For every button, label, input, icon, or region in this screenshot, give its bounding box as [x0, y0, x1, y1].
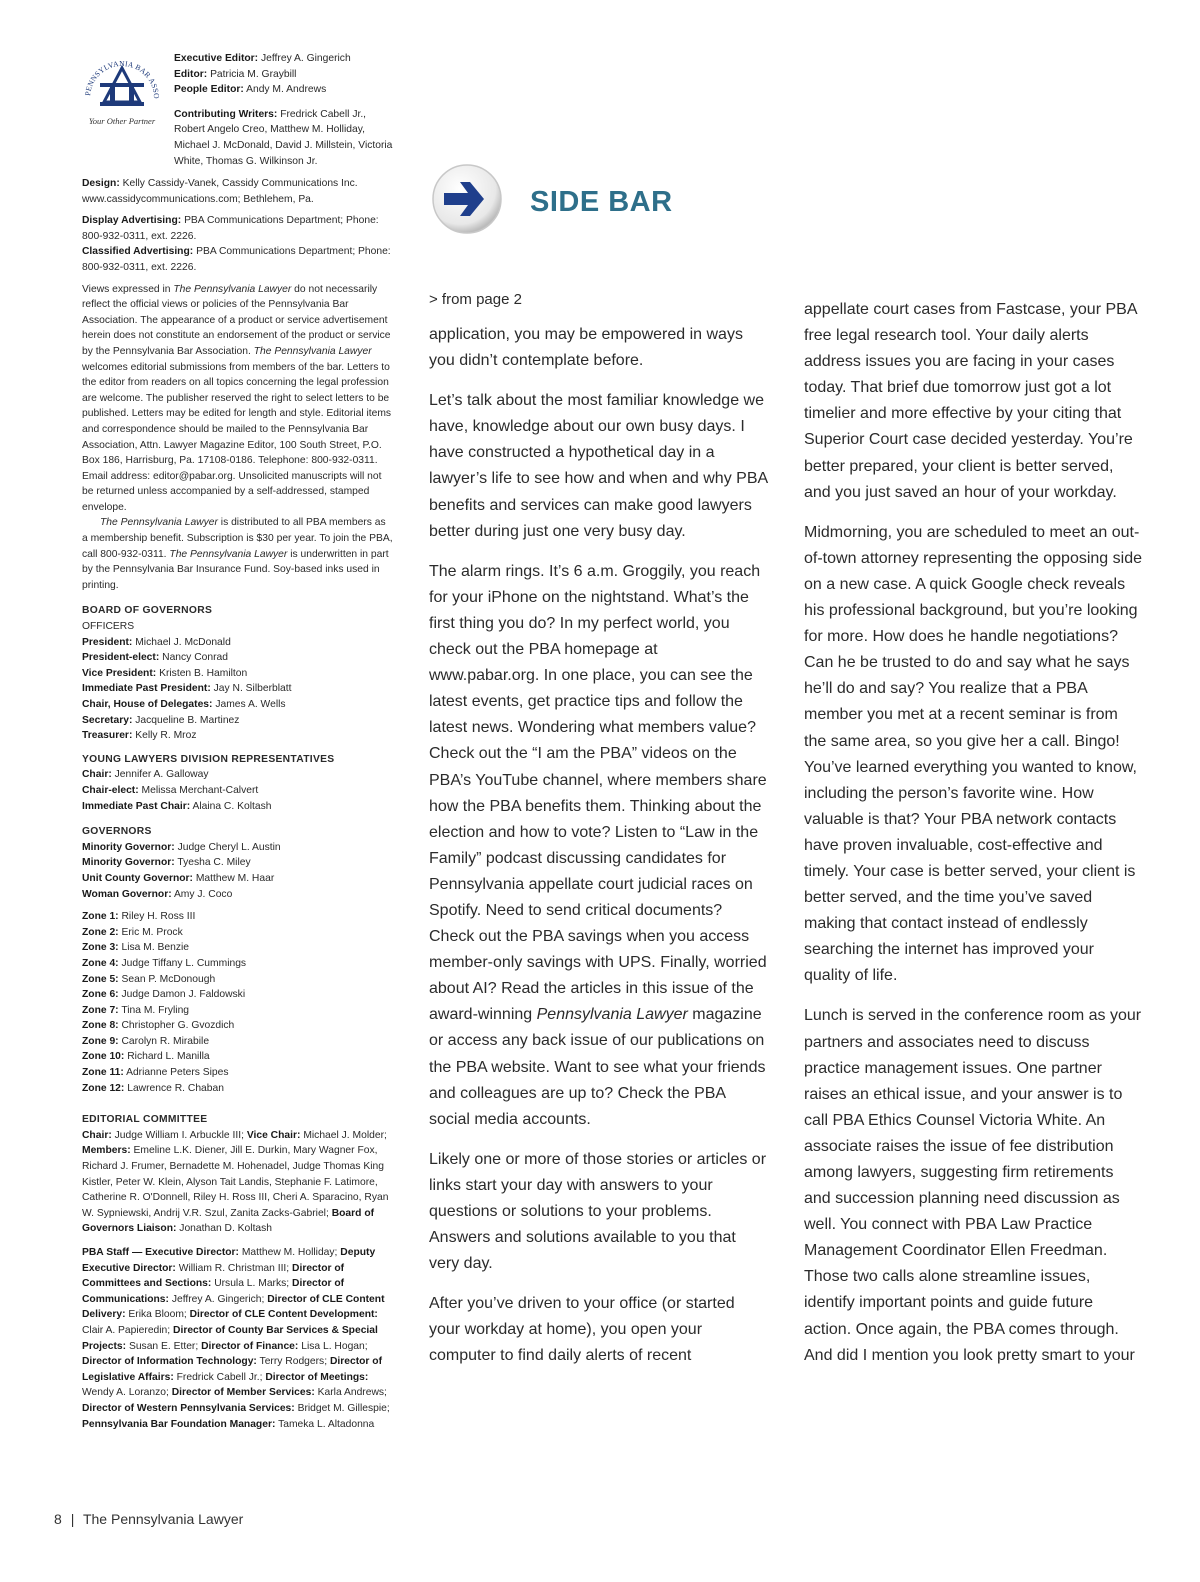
zone-entry-value: Carolyn R. Mirabile	[121, 1035, 210, 1047]
editorial-committee-heading: EDITORIAL COMMITTEE	[82, 1114, 208, 1126]
staff-entry-value: Karla Andrews;	[317, 1387, 387, 1399]
classified-ad-label: Classified Advertising:	[82, 246, 194, 258]
staff-entry-value: Terry Rodgers;	[259, 1356, 330, 1368]
display-ad-label: Display Advertising:	[82, 215, 182, 227]
exec-editor-value: Jeffrey A. Gingerich	[261, 53, 351, 64]
officers-heading: OFFICERS	[82, 621, 135, 633]
officer-entry	[82, 697, 394, 713]
yld-entry	[82, 799, 394, 815]
officer-entry	[82, 635, 394, 651]
staff-entry-value: Susan E. Etter;	[128, 1340, 202, 1352]
officer-entry-label: Secretary:	[82, 714, 133, 726]
zone-entry	[82, 972, 394, 988]
zone-entry-value: Lisa M. Benzie	[121, 942, 190, 954]
editorial-committee	[82, 1128, 394, 1237]
article-paragraph: application, you may be empowered in ways you didn’t contemplate before.	[429, 326, 743, 370]
zone-entry-value: Sean P. McDonough	[121, 973, 216, 985]
governor-entry	[82, 855, 394, 871]
yld-entry-label: Chair-elect:	[82, 784, 139, 796]
yld-entry	[82, 783, 394, 799]
governors-list	[82, 840, 394, 902]
publication-name: The Pennsylvania Lawyer	[253, 345, 372, 357]
editor-label: Editor:	[174, 68, 208, 80]
yld-heading: YOUNG LAWYERS DIVISION REPRESENTATIVES	[82, 753, 335, 765]
officer-entry-label: Treasurer:	[82, 730, 133, 742]
zone-entry	[82, 925, 394, 941]
members-value: Emeline L.K. Diener, Jill E. Durkin, Mary Wagner Fox, Richard J. Frumer, Bernadette M. Hohenadel, Judge Thomas King Kistler, Peter W. Klein, Alyson Tait Landis, Stephanie F. Latimore, Catherine R. O'Donnell, Riley H. Ross III, Cheri A. Sparacino, Ryan W. Sypniewski, Andrij V.R. Szul, Zanita Zacks-Gabriel;	[82, 1145, 389, 1219]
staff-entry	[172, 1387, 387, 1398]
article-paragraph: appellate court cases from Fastcase, your PBA free legal research tool. Your daily alerts address issues you are facing in your cases today. That brief due tomorrow just got a lot timelier and more effective by your citing that Superior Court case decided yesterday. You’re better prepared, your client is better served, and you just saved an hour of your workday.	[804, 301, 1137, 501]
zone-entry-value: Christopher G. Gvozdich	[121, 1020, 235, 1032]
governors-heading: GOVERNORS	[82, 826, 152, 838]
subscription-text: is distributed to all PBA members as a membership benefit. Subscription is $30 per year. To join the PBA, call 800-932-0311.	[82, 517, 393, 560]
zone-entry	[82, 1018, 394, 1034]
zone-entry	[82, 940, 394, 956]
officer-entry	[82, 666, 394, 682]
yld-entry-value: Melissa Merchant-Calvert	[141, 784, 259, 796]
governor-entry-label: Minority Governor:	[82, 841, 175, 853]
officer-entry	[82, 681, 394, 697]
staff-entry-label: Director of Member Services:	[171, 1387, 315, 1399]
logo-arc-text: PENNSYLVANIA BAR ASSO	[83, 58, 162, 100]
staff-entry-value: Matthew M. Holliday;	[241, 1247, 341, 1258]
officer-entry	[82, 728, 394, 744]
article-paragraph: After you’ve driven to your office (or started your workday at home), you open your computer to find daily alerts of recent	[429, 1295, 735, 1365]
subscription-info	[82, 515, 394, 593]
section-title: SIDE BAR	[530, 186, 673, 218]
officer-entry-label: President:	[82, 636, 133, 648]
staff-entry	[201, 1341, 368, 1352]
officers-list	[82, 635, 394, 744]
liaison-label: Board of Governors Liaison:	[82, 1207, 375, 1235]
officer-entry	[82, 713, 394, 729]
zone-entry-label: Zone 8:	[82, 1020, 119, 1032]
staff-entry-label: Director of County Bar Services & Special Projects:	[82, 1324, 378, 1352]
editor-value: Patricia M. Graybill	[210, 68, 297, 80]
staff-entry-value: Lisa L. Hogan;	[301, 1340, 368, 1352]
zone-entry	[82, 956, 394, 972]
page-footer	[54, 1511, 243, 1527]
zone-entry-value: Riley H. Ross III	[121, 911, 196, 923]
disclaimer	[82, 282, 394, 516]
zone-entry-value: Judge Tiffany L. Cummings	[121, 957, 247, 969]
people-editor-value: Andy M. Andrews	[246, 84, 327, 96]
staff-entry-value: Ursula L. Marks;	[214, 1278, 293, 1290]
zone-entry	[82, 1003, 394, 1019]
yld-entry-value: Alaina C. Koltash	[192, 800, 272, 812]
staff-entry-value: Erika Bloom;	[128, 1309, 190, 1321]
officer-entry-label: Vice President:	[82, 667, 157, 679]
display-ad-value: PBA Communications Department; Phone: 800-932-0311, ext. 2226.	[82, 215, 379, 242]
zone-entry-label: Zone 12:	[82, 1082, 125, 1094]
footer-publication: The Pennsylvania Lawyer	[82, 1511, 244, 1527]
article-paragraph: Lunch is served in the conference room as your partners and associates need to discuss practice management issues. One partner raises an ethical issue, and your answer is to call PBA Ethics Counsel Victoria White. An associate raises the issue of fee distribution among lawyers, suggesting firm retirements and succession planning need discussion as well. You connect with PBA Law Practice Management Coordinator Ellen Freedman. Those two calls alone streamline issues, identify important points and guide future action. Once again, the PBA comes through. And did I mention you look pretty smart to your	[804, 1007, 1142, 1364]
staff-entry-value: William R. Christman III;	[178, 1262, 293, 1274]
officer-entry-value: Kristen B. Hamilton	[159, 667, 248, 679]
design-value: Kelly Cassidy-Vanek, Cassidy Communications Inc. www.cassidycommunications.com; Bethlehem, Pa.	[82, 178, 358, 205]
officer-entry-value: Jacqueline B. Martinez	[135, 714, 240, 726]
staff-entry-value: Wendy A. Loranzo;	[82, 1387, 172, 1399]
people-editor-label: People Editor:	[174, 84, 244, 96]
officer-entry-value: Jay N. Silberblatt	[213, 683, 292, 695]
chair-value: Judge William I. Arbuckle III;	[114, 1129, 247, 1141]
officer-entry-value: Nancy Conrad	[162, 652, 228, 664]
zone-entry-label: Zone 4:	[82, 957, 119, 969]
staff-entry-value: Clair A. Papieredin;	[82, 1324, 174, 1336]
yld-list	[82, 767, 394, 814]
officer-entry-label: Immediate Past President:	[82, 683, 211, 695]
pba-logo-icon	[80, 50, 164, 130]
pba-logo	[80, 50, 164, 130]
officer-entry-value: Michael J. McDonald	[135, 636, 231, 648]
article-paragraph: Midmorning, you are scheduled to meet an out-of-town attorney representing the opposing side on a new case. A quick Google check reveals his professional background, but you’re looking for more. How does he handle negotiations? Can he be trusted to do and say what he says he’ll do and say? You realize that a PBA member you met at a recent seminar is from the same area, so you give her a call. Bingo! You’ve learned everything you wanted to know, including the person’s favorite wine. How valuable is that? Your PBA network contacts have proven invaluable, cost-effective and timely. Your case is better served, your client is better served, and the time you’ve saved making that contact instead of endlessly searching the internet has improved your quality of life.	[804, 523, 1142, 985]
disclaimer-text: do not necessarily reflect the official views or policies of the Pennsylvania Bar Association. The appearance of a product or service advertisement herein does not constitute an endorsement of the product or service by the Pennsylvania Bar Association.	[82, 283, 391, 357]
staff-entry-value: Fredrick Cabell Jr.;	[176, 1371, 266, 1383]
governor-entry	[82, 840, 394, 856]
staff-entry-label: Director of CLE Content Delivery:	[82, 1293, 385, 1321]
staff-entry-label: Director of Finance:	[201, 1340, 299, 1352]
staff-entry	[82, 1356, 330, 1367]
yld-entry-label: Immediate Past Chair:	[82, 800, 191, 812]
footer-separator: |	[70, 1511, 75, 1527]
governor-entry-value: Amy J. Coco	[173, 888, 233, 900]
design-label: Design:	[82, 178, 120, 189]
officer-entry-label: President-elect:	[82, 652, 160, 664]
governor-entry-label: Minority Governor:	[82, 857, 175, 869]
staff-entry	[82, 1403, 390, 1414]
zone-entry-value: Lawrence R. Chaban	[127, 1082, 224, 1094]
classified-ad-value: PBA Communications Department; Phone: 800-932-0311, ext. 2226.	[82, 246, 391, 273]
zone-entry	[82, 1034, 394, 1050]
zone-entry-label: Zone 3:	[82, 942, 119, 954]
svg-text:PENNSYLVANIA BAR ASSOCIATION	[80, 50, 161, 99]
publication-name: The Pennsylvania Lawyer	[173, 283, 292, 295]
staff-entry-label: Director of Communications:	[82, 1278, 345, 1305]
zone-entry	[82, 987, 394, 1003]
zone-entry-label: Zone 10:	[82, 1051, 125, 1063]
article-text: The alarm rings. It’s 6 a.m. Groggily, you reach for your iPhone on the nightstand. What’s the first thing you do? In my perfect world, you check out the PBA homepage at www.pabar.org. In one place, you can see the latest events, get practice tips and follow the latest news. Wondering what members value? Check out the “I am the PBA” videos on the PBA’s YouTube channel, where members share how the PBA benefits them. Thinking about the election and how to vote? Listen to “Law in the Family” podcast discussing candidates for Pennsylvania appellate court judicial races on Spotify. Need to send critical documents? Check out the PBA savings when you access member-only savings with UPS. Finally, worried about AI? Read the articles in this issue of the award-winning	[429, 562, 767, 1024]
zone-entry-label: Zone 11:	[82, 1067, 124, 1079]
governor-entry-value: Tyesha C. Miley	[177, 857, 251, 869]
zone-entry-value: Judge Damon J. Faldowski	[121, 989, 246, 1001]
zone-entry	[82, 1049, 394, 1065]
contributing-writers-label: Contributing Writers:	[174, 108, 278, 120]
staff-entry-label: Director of Legislative Affairs:	[82, 1356, 383, 1383]
publication-name: The Pennsylvania Lawyer	[100, 517, 218, 529]
staff-entry	[82, 1419, 374, 1430]
yld-entry	[82, 767, 394, 783]
contributing-writers-value: Fredrick Cabell Jr., Robert Angelo Creo, Matthew M. Holliday, Michael J. McDonald, David J. Millstein, Victoria White, Thomas G. Wilkinson Jr.	[174, 108, 393, 167]
governor-entry-value: Judge Cheryl L. Austin	[177, 841, 281, 853]
zone-entry	[82, 909, 394, 925]
subscription-text: is underwritten in part by the Pennsylvania Bar Insurance Fund. Soy-based inks used in printing.	[82, 548, 389, 591]
staff-entry-label: Director of Information Technology:	[82, 1356, 257, 1368]
officer-entry-label: Chair, House of Delegates:	[82, 699, 213, 710]
yld-entry-label: Chair:	[82, 769, 112, 781]
zone-entry-label: Zone 2:	[82, 926, 119, 938]
zone-entry-value: Tina M. Fryling	[121, 1004, 190, 1016]
zone-entry-label: Zone 1:	[82, 911, 119, 923]
article-column-1	[429, 322, 769, 1384]
governor-entry-value: Matthew M. Haar	[195, 872, 275, 884]
staff-entry	[82, 1247, 340, 1258]
governor-entry-label: Unit County Governor:	[82, 872, 193, 884]
page-number: 8	[54, 1511, 62, 1527]
article-paragraph: Likely one or more of those stories or articles or links start your day with answers to your questions or solutions to your problems. Answers and solutions available to you that very day.	[429, 1150, 767, 1273]
article-paragraph	[429, 559, 769, 1133]
officer-entry	[82, 650, 394, 666]
article-text: magazine or access any back issue of our publications on the PBA website. Want to see what your friends and colleagues are up to? Check the PBA social media accounts.	[429, 1006, 766, 1128]
magazine-name: Pennsylvania Lawyer	[536, 1006, 688, 1024]
staff-entry-label: Director of CLE Content Development:	[189, 1309, 378, 1321]
board-heading: BOARD OF GOVERNORS	[82, 605, 213, 617]
staff-entry-value: Tameka L. Altadonna	[278, 1418, 375, 1430]
publication-name: The Pennsylvania Lawyer	[169, 548, 288, 560]
staff-entry-label: PBA Staff — Executive Director:	[82, 1247, 239, 1258]
zone-entry-value: Adrianne Peters Sipes	[126, 1067, 229, 1079]
zone-entry	[82, 1065, 394, 1081]
zone-entry-value: Eric M. Prock	[121, 926, 183, 938]
vice-chair-value: Michael J. Molder;	[303, 1129, 387, 1141]
governor-entry	[82, 871, 394, 887]
disclaimer-text: welcomes editorial submissions from members of the bar. Letters to the editor from readers on all topics concerning the legal profession are welcome. The publisher reserved the right to select letters to be published. Letters may be edited for length and style. Editorial items and correspondence should be mailed to the Pennsylvania Bar Association, Attn. Lawyer Magazine Editor, 100 South Street, P.O. Box 186, Harrisburg, Pa. 17108-0186. Telephone: 800-932-0311. Email address: editor@pabar.org. Unsolicited manuscripts will not be returned unless accompanied by a self-addressed, stamped envelope.	[82, 361, 392, 513]
staff-list	[82, 1245, 394, 1432]
chair-label: Chair:	[82, 1129, 112, 1141]
vice-chair-label: Vice Chair:	[246, 1129, 301, 1141]
staff-entry-label: Pennsylvania Bar Foundation Manager:	[82, 1418, 276, 1430]
zone-entry-label: Zone 6:	[82, 989, 119, 1001]
masthead-editors	[174, 51, 396, 177]
staff-entry-label: Deputy Executive Director:	[82, 1247, 376, 1274]
masthead-body	[82, 176, 394, 1432]
staff-entry-label: Director of Meetings:	[265, 1371, 369, 1383]
zone-entry	[82, 1081, 394, 1097]
article-paragraph: Let’s talk about the most familiar knowledge we have, knowledge about our own busy days. I have constructed a hypothetical day in a lawyer’s life to see how and when and why PBA benefits and services can make good lawyers better during just one very busy day.	[429, 392, 768, 540]
logo-tagline: Your Other Partner	[88, 116, 156, 126]
yld-entry-value: Jennifer A. Galloway	[114, 769, 209, 781]
zone-entry-label: Zone 5:	[82, 973, 119, 985]
liaison-value: Jonathan D. Koltash	[179, 1223, 273, 1235]
members-label: Members:	[82, 1145, 131, 1157]
staff-entry-value: Bridget M. Gillespie;	[297, 1402, 390, 1414]
zone-entry-label: Zone 9:	[82, 1035, 119, 1047]
exec-editor-label: Executive Editor:	[174, 53, 259, 64]
disclaimer-text: Views expressed in	[82, 283, 174, 295]
officer-entry-value: Kelly R. Mroz	[135, 730, 197, 742]
zone-entry-label: Zone 7:	[82, 1004, 119, 1016]
staff-entry-value: Jeffrey A. Gingerich;	[171, 1293, 268, 1305]
zones-list	[82, 909, 394, 1096]
governor-entry	[82, 887, 394, 903]
staff-entry-label: Director of Western Pennsylvania Services:	[82, 1402, 295, 1414]
zone-entry-value: Richard L. Manilla	[127, 1051, 210, 1063]
staff-entry-label: Director of Committees and Sections:	[82, 1262, 345, 1290]
governor-entry-label: Woman Governor:	[82, 888, 172, 900]
officer-entry-value: James A. Wells	[215, 699, 286, 710]
side-bar-arrow-icon	[430, 162, 504, 236]
from-page-reference: > from page 2	[429, 291, 522, 308]
article-column-2	[804, 297, 1144, 1383]
